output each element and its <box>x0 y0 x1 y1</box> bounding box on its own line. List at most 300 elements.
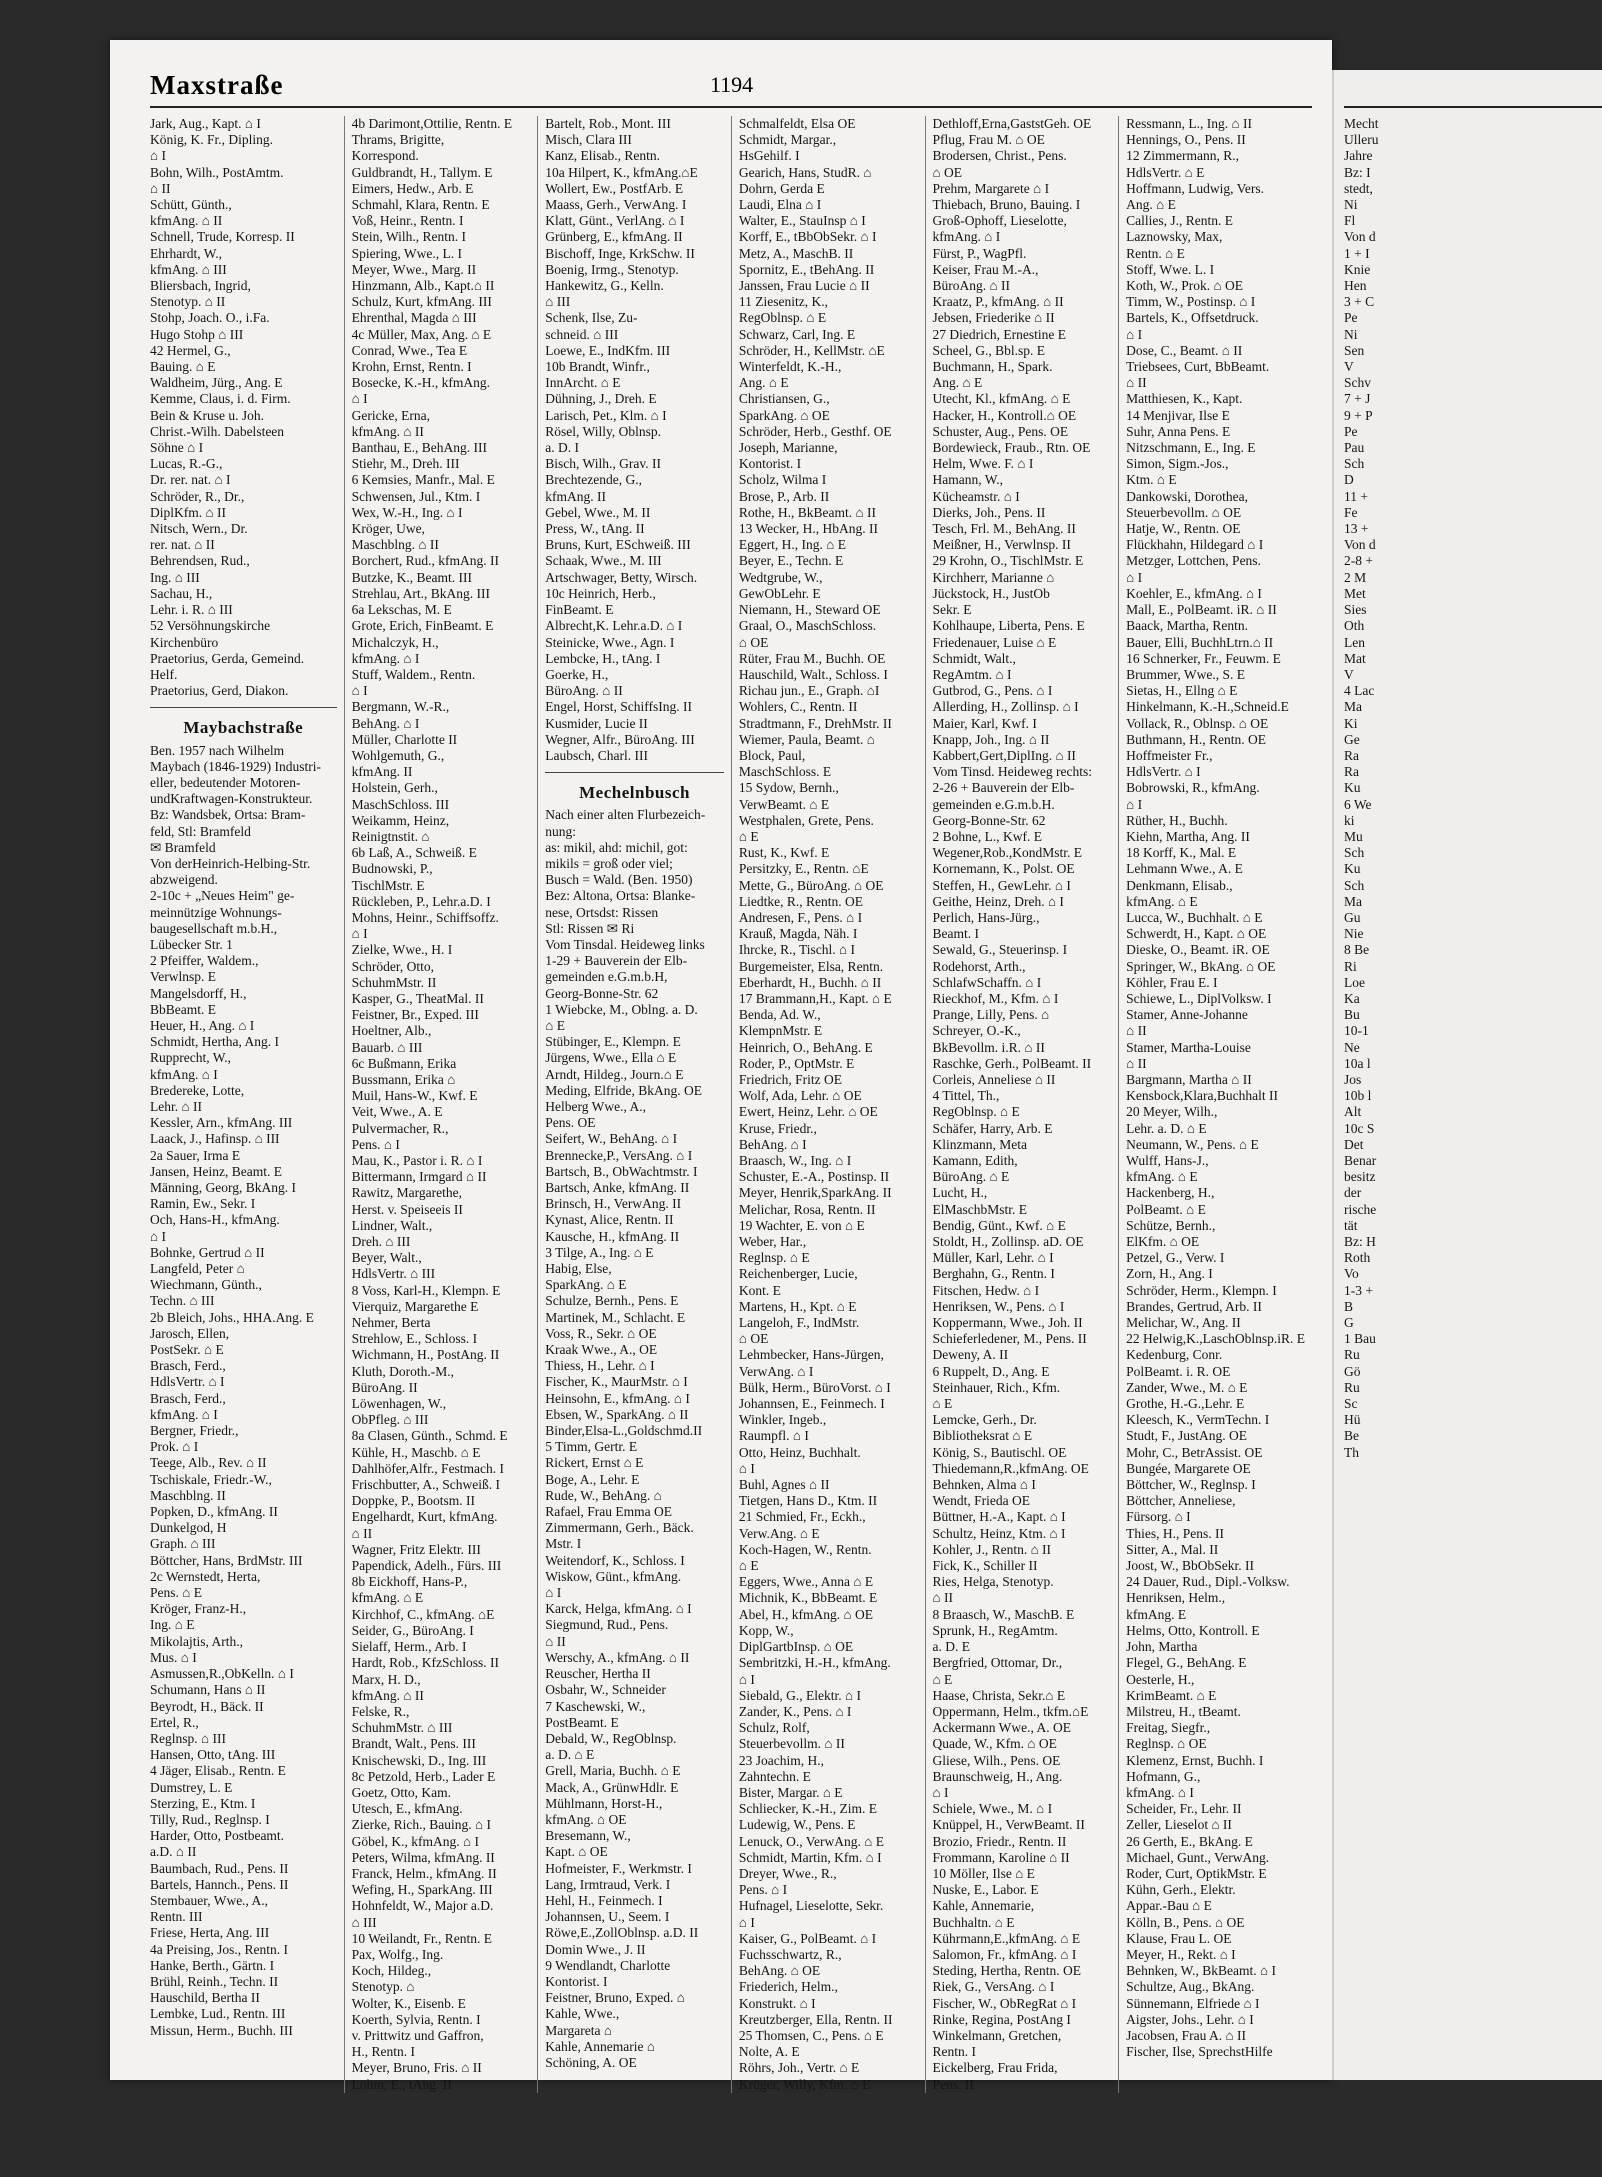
directory-entry: gemeinden e.G.m.b.H. <box>932 796 1055 812</box>
directory-entry: Maass, Gerh., VerwAng. I <box>545 197 687 213</box>
directory-entry: Scheel, G., Bbl.sp. E <box>932 342 1045 358</box>
directory-entry: Kahle, Annemarie, <box>932 1898 1035 1914</box>
directory-entry: Pax, Wolfg., Ing. <box>351 1946 444 1962</box>
directory-entry: Reglnsp. ⌂ OE <box>1126 1736 1207 1752</box>
directory-entry: ⌂ I <box>351 391 368 407</box>
directory-entry: Seifert, W., BehAng. ⌂ I <box>545 1131 678 1147</box>
directory-entry: Behnken, Alma ⌂ I <box>932 1477 1036 1493</box>
directory-entry: 8a Clasen, Günth., Schmd. E <box>351 1428 508 1444</box>
directory-entry: 26 Gerth, E., BkAng. E <box>1126 1833 1253 1849</box>
directory-entry: Brodersen, Christ., Pens. <box>932 148 1067 164</box>
directory-entry: ⌂ I <box>1126 569 1143 585</box>
directory-entry: ⌂ III <box>351 1914 377 1930</box>
directory-entry: Vo <box>1344 1266 1359 1282</box>
directory-entry: Brummer, Wwe., S. E <box>1126 666 1245 682</box>
directory-entry: Dühning, J., Dreh. E <box>545 391 657 407</box>
directory-entry: BüroAng. II <box>351 1379 418 1395</box>
directory-entry: 10b l <box>1344 1088 1372 1104</box>
directory-entry: schneid. ⌂ III <box>545 326 619 342</box>
directory-entry: SparkAng. ⌂ E <box>545 1277 627 1293</box>
directory-entry: Popken, D., kfmAng. II <box>150 1504 278 1520</box>
directory-entry: meinnützige Wohnungs- <box>150 904 282 920</box>
directory-entry: Reinigtnstit. ⌂ <box>351 828 430 844</box>
directory-entry: Ang. ⌂ E <box>932 375 983 391</box>
directory-entry: Kreutzberger, Ella, Rentn. II <box>738 2011 893 2027</box>
directory-entry: ⌂ E <box>932 1396 953 1412</box>
directory-entry: Nie <box>1344 926 1364 942</box>
directory-entry: Denkmann, Elisab., <box>1126 877 1233 893</box>
directory-entry: Press, W., tAng. II <box>545 521 645 537</box>
directory-entry: Sitter, A., Mal. II <box>1126 1541 1219 1557</box>
directory-entry: Geithe, Heinz, Dreh. ⌂ I <box>932 893 1064 909</box>
directory-entry: Larisch, Pet., Klm. ⌂ I <box>545 407 667 423</box>
directory-entry: Eggert, H., Ing. ⌂ E <box>738 537 846 553</box>
directory-entry: Georg-Bonne-Str. 62 <box>545 985 659 1001</box>
directory-entry: Rentn. ⌂ E <box>1126 245 1185 261</box>
directory-entry: Schmidt, Margar., <box>738 132 837 148</box>
directory-entry: Dierks, Joh., Pens. II <box>932 504 1046 520</box>
directory-entry: Wichmann, H., PostAng. II <box>351 1347 500 1363</box>
directory-entry: Dethloff,Erna,GaststGeh. OE <box>932 116 1092 131</box>
directory-entry: Mangelsdorff, H., <box>150 985 247 1001</box>
directory-entry: Ra <box>1344 764 1359 780</box>
directory-entry: Bordewieck, Fraub., Rtn. OE <box>932 440 1091 456</box>
directory-entry: Veit, Wwe., A. E <box>351 1104 443 1120</box>
directory-entry: Prok. ⌂ I <box>150 1439 199 1455</box>
directory-entry: Knie <box>1344 261 1371 277</box>
column-3 <box>537 116 731 2093</box>
directory-entry: Sembritzki, H.-H., kfmAng. <box>738 1655 891 1671</box>
directory-entry: Schwarz, Carl, Ing. E <box>738 326 856 342</box>
directory-entry: Michnik, K., BbBeamt. E <box>738 1590 878 1606</box>
directory-entry: besitz <box>1344 1169 1376 1185</box>
directory-entry: Rinke, Regina, PostAng I <box>932 2011 1071 2027</box>
directory-entry: Alt <box>1344 1104 1362 1120</box>
directory-entry: Milstreu, H., tBeamt. <box>1126 1703 1241 1719</box>
directory-entry: kfmAng. ⌂ II <box>351 423 424 439</box>
directory-entry: Hamann, W., <box>932 472 1003 488</box>
directory-entry: Wedtgrube, W., <box>738 569 823 585</box>
directory-entry: Be <box>1344 1428 1359 1444</box>
directory-entry: SchuhmMstr. ⌂ III <box>351 1720 453 1736</box>
directory-entry: Krüger, Willy, Kfm. ⌂ E <box>738 2076 871 2092</box>
directory-entry: Dohrn, Gerda E <box>738 180 825 196</box>
directory-entry: Friedrich, Fritz OE <box>738 1071 842 1087</box>
directory-entry: Hü <box>1344 1412 1361 1428</box>
directory-entry: VerwBeamt. ⌂ E <box>738 796 830 812</box>
directory-entry: Kruse, Friedr., <box>738 1120 817 1136</box>
directory-entry: Bussmann, Erika ⌂ <box>351 1071 456 1087</box>
directory-entry: Beamt. I <box>932 926 979 942</box>
directory-entry: 4 Lac <box>1344 683 1375 699</box>
directory-entry: Salomon, Fr., kfmAng. ⌂ I <box>932 1946 1077 1962</box>
directory-entry: Debald, W., RegOblnsp. <box>545 1730 677 1746</box>
directory-entry: Liedtke, R., Rentn. OE <box>738 893 863 909</box>
directory-entry: Schulz, Kurt, kfmAng. III <box>351 294 492 310</box>
directory-entry: Lehmbecker, Hans-Jürgen, <box>738 1347 884 1363</box>
directory-entry: Lenuck, O., VerwAng. ⌂ E <box>738 1833 884 1849</box>
directory-entry: Fürsorg. ⌂ I <box>1126 1509 1191 1525</box>
directory-entry: Michael, Gunt., VerwAng. <box>1126 1849 1270 1865</box>
directory-entry: ⌂ III <box>545 294 571 310</box>
directory-entry: Schmidt, Martin, Kfm. ⌂ I <box>738 1849 882 1865</box>
directory-entry: 16 Schnerker, Fr., Feuwm. E <box>1126 650 1281 666</box>
directory-columns <box>150 116 1312 2092</box>
directory-entry: H., Rentn. I <box>351 2044 415 2060</box>
directory-entry: Ma <box>1344 699 1362 715</box>
directory-entry: Martens, H., Kpt. ⌂ E <box>738 1298 857 1314</box>
directory-entry: BüroAng. ⌂ II <box>932 278 1010 294</box>
directory-entry: Gebel, Wwe., M. II <box>545 504 651 520</box>
directory-entry: Voß, Heinr., Rentn. I <box>351 213 464 229</box>
directory-entry: kfmAng. ⌂ E <box>1126 1169 1198 1185</box>
directory-entry: 9 Wendlandt, Charlotte <box>545 1957 671 1973</box>
directory-entry: Stuff, Waldem., Rentn. <box>351 666 476 682</box>
directory-entry: Schliecker, K.-H., Zim. E <box>738 1801 878 1817</box>
directory-entry: Fischer, K., MaurMstr. ⌂ I <box>545 1374 688 1390</box>
directory-entry: Frommann, Karoline ⌂ II <box>932 1849 1070 1865</box>
directory-entry: Neumann, W., Pens. ⌂ E <box>1126 1136 1259 1152</box>
directory-entry: Kynast, Alice, Rentn. II <box>545 1212 674 1228</box>
directory-entry: Dr. rer. nat. ⌂ I <box>150 472 231 488</box>
directory-entry: Klause, Frau L. OE <box>1126 1930 1232 1946</box>
directory-entry: Bauarb. ⌂ III <box>351 1039 423 1055</box>
directory-entry: Langeloh, F., IndMstr. <box>738 1315 860 1331</box>
directory-entry: RegOblnsp. ⌂ E <box>738 310 827 326</box>
directory-entry: Stamer, Martha-Louise <box>1126 1039 1251 1055</box>
directory-entry: Eberhardt, H., Buchh. ⌂ II <box>738 974 882 990</box>
directory-entry: kfmAng. ⌂ II <box>351 1687 424 1703</box>
directory-entry: Harder, Otto, Postbeamt. <box>150 1828 285 1844</box>
directory-entry: Langfeld, Peter ⌂ <box>150 1261 245 1277</box>
directory-entry: Meyer, Bruno, Fris. ⌂ II <box>351 2060 482 2076</box>
directory-entry: Zimmermann, Gerh., Bäck. <box>545 1520 694 1536</box>
directory-entry: Lohm, E., tAng. II <box>351 2076 452 2092</box>
directory-entry: Buchmann, H., Spark. <box>932 359 1053 375</box>
directory-entry: Goetz, Otto, Kam. <box>351 1784 451 1800</box>
directory-entry: Winterfeldt, K.-H., <box>738 359 842 375</box>
directory-entry: Ge <box>1344 731 1360 747</box>
directory-entry: Böttcher, Hans, BrdMstr. III <box>150 1552 303 1568</box>
directory-entry: Hennings, O., Pens. II <box>1126 132 1246 148</box>
directory-entry: Meding, Elfride, BkAng. OE <box>545 1082 702 1098</box>
directory-entry: Bredereke, Lotte, <box>150 1082 245 1098</box>
directory-entry: 8c Petzold, Herb., Lader E <box>351 1768 496 1784</box>
directory-entry: HsGehilf. I <box>738 148 800 164</box>
directory-entry: Wollert, Ew., PostfArb. E <box>545 180 684 196</box>
directory-entry: Kornemann, K., Polst. OE <box>932 861 1075 877</box>
directory-entry: Wohlgemuth, G., <box>351 747 445 763</box>
directory-entry: Prehm, Margarete ⌂ I <box>932 180 1050 196</box>
directory-entry: 19 Wachter, E. von ⌂ E <box>738 1217 865 1233</box>
directory-entry: Meyer, Henrik,SparkAng. II <box>738 1185 892 1201</box>
directory-entry: GewObLehr. E <box>738 585 821 601</box>
directory-entry: Tesch, Frl. M., BehAng. II <box>932 521 1076 537</box>
directory-entry: Ka <box>1344 990 1360 1006</box>
directory-entry: ⌂ I <box>150 1228 166 1244</box>
directory-entry: Meyer, H., Rekt. ⌂ I <box>1126 1946 1236 1962</box>
directory-entry: Benda, Ad. W., <box>738 1007 821 1023</box>
directory-entry: Reuscher, Hertha II <box>545 1666 651 1682</box>
directory-entry: ⌂ OE <box>738 634 769 650</box>
directory-entry: Artschwager, Betty, Wirsch. <box>545 569 698 585</box>
directory-entry: ⌂ I <box>150 148 166 164</box>
directory-entry: Nitsch, Wern., Dr. <box>150 521 248 537</box>
directory-entry: Laack, J., Hafinsp. ⌂ III <box>150 1131 280 1147</box>
directory-entry: Ku <box>1344 780 1361 796</box>
directory-entry: rische <box>1344 1201 1377 1217</box>
directory-entry: Otto, Heinz, Buchhalt. <box>738 1444 861 1460</box>
directory-entry: RegAmtm. ⌂ I <box>932 666 1012 682</box>
directory-entry: Kamann, Edith, <box>932 1153 1018 1168</box>
directory-entry: Hackenberg, H., <box>1126 1185 1215 1201</box>
directory-entry: Schwerdt, H., Kapt. ⌂ OE <box>1126 926 1267 942</box>
directory-entry: Keiser, Frau M.-A., <box>932 261 1039 277</box>
directory-entry: Beyer, E., Techn. E <box>738 553 844 569</box>
directory-entry: Teege, Alb., Rev. ⌂ II <box>150 1455 267 1471</box>
directory-entry: 1 Wiebcke, M., Oblng. a. D. <box>545 1001 698 1017</box>
directory-entry: Bisch, Wilh., Grav. II <box>545 456 661 472</box>
directory-entry: Friederich, Helm., <box>738 1979 838 1995</box>
directory-entry: FinBeamt. E <box>545 602 614 618</box>
directory-entry: V <box>1344 359 1354 375</box>
directory-entry: 2-26 + Bauverein der Elb- <box>932 780 1075 796</box>
directory-entry: Mack, A., GrünwHdlr. E <box>545 1779 679 1795</box>
directory-entry: Peters, Wilma, kfmAng. II <box>351 1849 495 1865</box>
directory-entry: Sterzing, E., Ktm. I <box>150 1795 256 1811</box>
directory-entry: Kensbock,Klara,Buchhalt II <box>1126 1088 1278 1104</box>
directory-entry: Schumann, Hans ⌂ II <box>150 1682 266 1698</box>
directory-entry: Albrecht,K. Lehr.a.D. ⌂ I <box>545 618 683 634</box>
directory-entry: Zielke, Wwe., H. I <box>351 942 453 958</box>
directory-entry: Johannsen, E., Feinmech. I <box>738 1396 885 1412</box>
directory-entry: Butzke, K., Beamt. III <box>351 569 472 585</box>
directory-entry: Steuerbevollm. ⌂ II <box>738 1736 845 1752</box>
directory-entry: Bohnke, Gertrud ⌂ II <box>150 1244 265 1260</box>
directory-entry: Pens. II <box>932 2076 974 2092</box>
directory-entry: ⌂ I <box>1126 326 1143 342</box>
directory-entry: Schieferledener, M., Pens. II <box>932 1331 1087 1347</box>
directory-entry: Heinrich, O., BehAng. E <box>738 1039 873 1055</box>
directory-entry: 10 Möller, Ilse ⌂ E <box>932 1865 1035 1881</box>
directory-entry: Ang. ⌂ E <box>738 375 789 391</box>
directory-entry: Timm, W., Postinsp. ⌂ I <box>1126 294 1256 310</box>
directory-entry: 6 We <box>1344 796 1372 812</box>
directory-entry: Konstrukt. ⌂ I <box>738 1995 816 2011</box>
directory-entry: Henriksen, Helm., <box>1126 1590 1226 1606</box>
directory-entry: Pulvermacher, R., <box>351 1120 449 1136</box>
directory-entry: Lembke, Lud., Rentn. III <box>150 2006 286 2022</box>
directory-entry: Laubsch, Charl. III <box>545 747 648 763</box>
directory-entry: Lindner, Walt., <box>351 1217 433 1233</box>
directory-entry: Wegner, Alfr., BüroAng. III <box>545 731 695 747</box>
directory-entry: Ehrhardt, W., <box>150 245 222 261</box>
directory-entry: Bergner, Friedr., <box>150 1423 239 1439</box>
directory-entry: Stamer, Anne-Johanne <box>1126 1007 1248 1023</box>
directory-entry: kfmAng. ⌂ II <box>150 213 223 229</box>
directory-entry: Maschblng. II <box>150 1487 226 1503</box>
directory-entry: Dumstrey, L. E <box>150 1779 233 1795</box>
directory-entry: Spiering, Wwe., L. I <box>351 245 462 261</box>
directory-entry: Schöning, A. OE <box>545 2054 637 2070</box>
directory-entry: ⌂ I <box>351 683 368 699</box>
directory-entry: DiplKfm. ⌂ II <box>150 504 226 520</box>
directory-entry: Schröder, Herb., Gesthf. OE <box>738 423 892 439</box>
directory-entry: TischlMstr. E <box>351 877 425 893</box>
directory-entry: Bruns, Kurt, ESchweiß. III <box>545 537 691 553</box>
directory-entry: 2-8 + <box>1344 553 1373 569</box>
directory-entry: Matthiesen, K., Kapt. <box>1126 391 1243 407</box>
directory-entry: Winkelmann, Gretchen, <box>932 2027 1062 2043</box>
directory-entry: Kahle, Annemarie ⌂ <box>545 2038 655 2054</box>
directory-entry: Koch-Hagen, W., Rentn. <box>738 1541 872 1557</box>
directory-entry: Köhler, Frau E. I <box>1126 974 1218 990</box>
directory-entry: 3 + C <box>1344 294 1375 310</box>
directory-entry: 4 Jäger, Elisab., Rentn. E <box>150 1763 286 1779</box>
directory-entry: MaschSchloss. III <box>351 796 450 812</box>
directory-entry: Ru <box>1344 1379 1360 1395</box>
directory-entry: Sen <box>1344 342 1365 358</box>
directory-entry: Utecht, Kl., kfmAng. ⌂ E <box>932 391 1071 407</box>
directory-entry: Kohler, J., Rentn. ⌂ II <box>932 1541 1052 1557</box>
directory-entry: Kiehn, Martha, Ang. II <box>1126 828 1250 844</box>
directory-entry: Busch = Wald. (Ben. 1950) <box>545 872 693 888</box>
directory-entry: Rickert, Ernst ⌂ E <box>545 1455 644 1471</box>
directory-entry: Behnken, W., BkBeamt. ⌂ I <box>1126 1963 1276 1979</box>
directory-entry: Mecht <box>1344 116 1379 131</box>
directory-entry: Ben. 1957 nach Wilhelm <box>150 742 285 758</box>
column-2 <box>344 116 538 2093</box>
directory-entry: Kopp, W., <box>738 1622 794 1638</box>
directory-entry: Siegmund, Rud., Pens. <box>545 1617 669 1633</box>
directory-entry: BehAng. ⌂ OE <box>738 1963 821 1979</box>
directory-entry: Thiedemann,R.,kfmAng. OE <box>932 1460 1089 1476</box>
directory-entry: Hugo Stohp ⌂ III <box>150 326 244 342</box>
directory-entry: Jückstock, H., JustOb <box>932 585 1050 601</box>
directory-entry: 18 Korff, K., Mal. E <box>1126 845 1237 861</box>
directory-entry: Kausche, H., kfmAng. II <box>545 1228 680 1244</box>
directory-entry: Waldheim, Jürg., Ang. E <box>150 375 283 391</box>
directory-entry: Bendig, Günt., Kwf. ⌂ E <box>932 1217 1066 1233</box>
directory-entry: Hacker, H., Kontroll.⌂ OE <box>932 407 1077 423</box>
directory-entry: Ihrcke, R., Tischl. ⌂ I <box>738 942 855 958</box>
directory-entry: Sies <box>1344 602 1367 618</box>
directory-entry: ⌂ I <box>351 926 368 942</box>
directory-entry: 1-29 + Bauverein der Elb- <box>545 953 688 969</box>
directory-entry: KrimBeamt. ⌂ E <box>1126 1687 1217 1703</box>
directory-entry: Bartels, K., Offsetdruck. <box>1126 310 1259 326</box>
directory-entry: Wiskow, Günt., kfmAng. <box>545 1568 682 1584</box>
directory-entry: SparkAng. ⌂ OE <box>738 407 830 423</box>
directory-entry: ⌂ I <box>545 1585 562 1601</box>
directory-entry: Söhne ⌂ I <box>150 440 204 456</box>
directory-entry: Nitzschmann, E., Ing. E <box>1126 440 1256 456</box>
directory-entry: 6b Laß, A., Schweiß. E <box>351 845 477 861</box>
directory-entry: kfmAng. II <box>545 488 606 504</box>
directory-entry: Asmussen,R.,ObKelln. ⌂ I <box>150 1666 294 1682</box>
directory-entry: Tilly, Rud., Reglnsp. I <box>150 1811 270 1827</box>
directory-entry: ⌂ E <box>545 1017 565 1033</box>
directory-entry: Ang. ⌂ E <box>1126 197 1176 213</box>
directory-entry: Len <box>1344 634 1365 650</box>
directory-entry: Prange, Lilly, Pens. ⌂ <box>932 1007 1050 1023</box>
directory-entry: Sch <box>1344 845 1365 861</box>
directory-entry: Lucca, W., Buchhalt. ⌂ E <box>1126 909 1263 925</box>
directory-entry: Buchhaltn. ⌂ E <box>932 1914 1015 1930</box>
directory-entry: Walter, E., StauInsp ⌂ I <box>738 213 866 229</box>
directory-entry: Bister, Margar. ⌂ E <box>738 1784 843 1800</box>
directory-entry: abzweigend. <box>150 872 218 888</box>
directory-entry: Hatje, W., Rentn. OE <box>1126 521 1241 537</box>
directory-entry: Melichar, Rosa, Rentn. II <box>738 1201 876 1217</box>
directory-entry: 10a l <box>1344 1055 1371 1071</box>
directory-entry: Rothe, H., BkBeamt. ⌂ II <box>738 504 876 520</box>
directory-entry: Wex, W.-H., Ing. ⌂ I <box>351 504 463 520</box>
directory-entry: RegOblnsp. ⌂ E <box>932 1104 1020 1120</box>
directory-entry: Hinzmann, Alb., Kapt.⌂ II <box>351 278 495 294</box>
directory-entry: 2a Sauer, Irma E <box>150 1147 241 1163</box>
directory-entry: Schütt, Günth., <box>150 197 232 213</box>
directory-entry: HdlsVertr. ⌂ I <box>150 1374 225 1390</box>
directory-entry: Eggers, Wwe., Anna ⌂ E <box>738 1574 874 1590</box>
directory-entry: Benar <box>1344 1153 1377 1168</box>
directory-entry: Bresemann, W., <box>545 1828 631 1844</box>
directory-entry: Maier, Karl, Kwf. I <box>932 715 1037 731</box>
page-header <box>150 70 1312 108</box>
column-5 <box>925 116 1119 2093</box>
directory-entry: Schröder, R., Dr., <box>150 488 245 504</box>
directory-entry: Mohr, C., BetrAssist. OE <box>1126 1444 1263 1460</box>
directory-entry: Kraatz, P., kfmAng. ⌂ II <box>932 294 1064 310</box>
directory-entry: Knüppel, H., VerwBeamt. II <box>932 1817 1085 1833</box>
directory-entry: Wulff, Hans-J., <box>1126 1153 1209 1168</box>
directory-entry: Conrad, Wwe., Tea E <box>351 342 468 358</box>
directory-entry: Missun, Herm., Buchh. III <box>150 2022 293 2038</box>
directory-entry: ⌂ II <box>1126 375 1147 391</box>
directory-entry: Perlich, Hans-Jürg., <box>932 909 1040 925</box>
directory-entry: Oesterle, H., <box>1126 1671 1195 1687</box>
directory-entry: Dieske, O., Beamt. iR. OE <box>1126 942 1270 958</box>
directory-entry: Klinzmann, Meta <box>932 1136 1027 1152</box>
directory-entry: Jansen, Heinz, Beamt. E <box>150 1163 282 1179</box>
directory-entry: Bliersbach, Ingrid, <box>150 278 251 294</box>
directory-entry: SchuhmMstr. II <box>351 974 437 990</box>
directory-entry: Koppermann, Wwe., Joh. II <box>932 1315 1083 1331</box>
directory-entry: ⌂ OE <box>738 1331 769 1347</box>
directory-entry: Von derHeinrich-Helbing-Str. <box>150 855 311 871</box>
directory-entry: Schreyer, O.-K., <box>932 1023 1021 1039</box>
directory-entry: Flückhahn, Hildegard ⌂ I <box>1126 537 1264 553</box>
directory-entry: Maschblng. ⌂ II <box>351 537 439 553</box>
page-header-right <box>1344 96 1602 108</box>
directory-entry: Block, Paul, <box>738 747 806 763</box>
directory-entry: Thiess, H., Lehr. ⌂ I <box>545 1358 655 1374</box>
directory-entry: Rentn. I <box>932 2044 976 2060</box>
directory-entry: Kessler, Arn., kfmAng. III <box>150 1115 293 1131</box>
directory-entry: Bu <box>1344 1007 1360 1023</box>
directory-entry: Bibliotheksrat ⌂ E <box>932 1428 1033 1444</box>
directory-entry: Loe <box>1344 974 1365 990</box>
directory-entry: Ri <box>1344 958 1357 974</box>
directory-entry: Tietgen, Hans D., Ktm. II <box>738 1493 878 1509</box>
directory-entry: Raumpfl. ⌂ I <box>738 1428 809 1444</box>
directory-entry: Sch <box>1344 877 1365 893</box>
directory-entry: Männing, Georg, BkAng. I <box>150 1180 296 1195</box>
directory-entry: Mikolajtis, Arth., <box>150 1633 244 1649</box>
directory-entry: Kabbert,Gert,DiplIng. ⌂ II <box>932 747 1076 763</box>
directory-entry: Bergfried, Ottomar, Dr., <box>932 1655 1063 1671</box>
directory-entry: Löwenhagen, W., <box>351 1396 447 1412</box>
